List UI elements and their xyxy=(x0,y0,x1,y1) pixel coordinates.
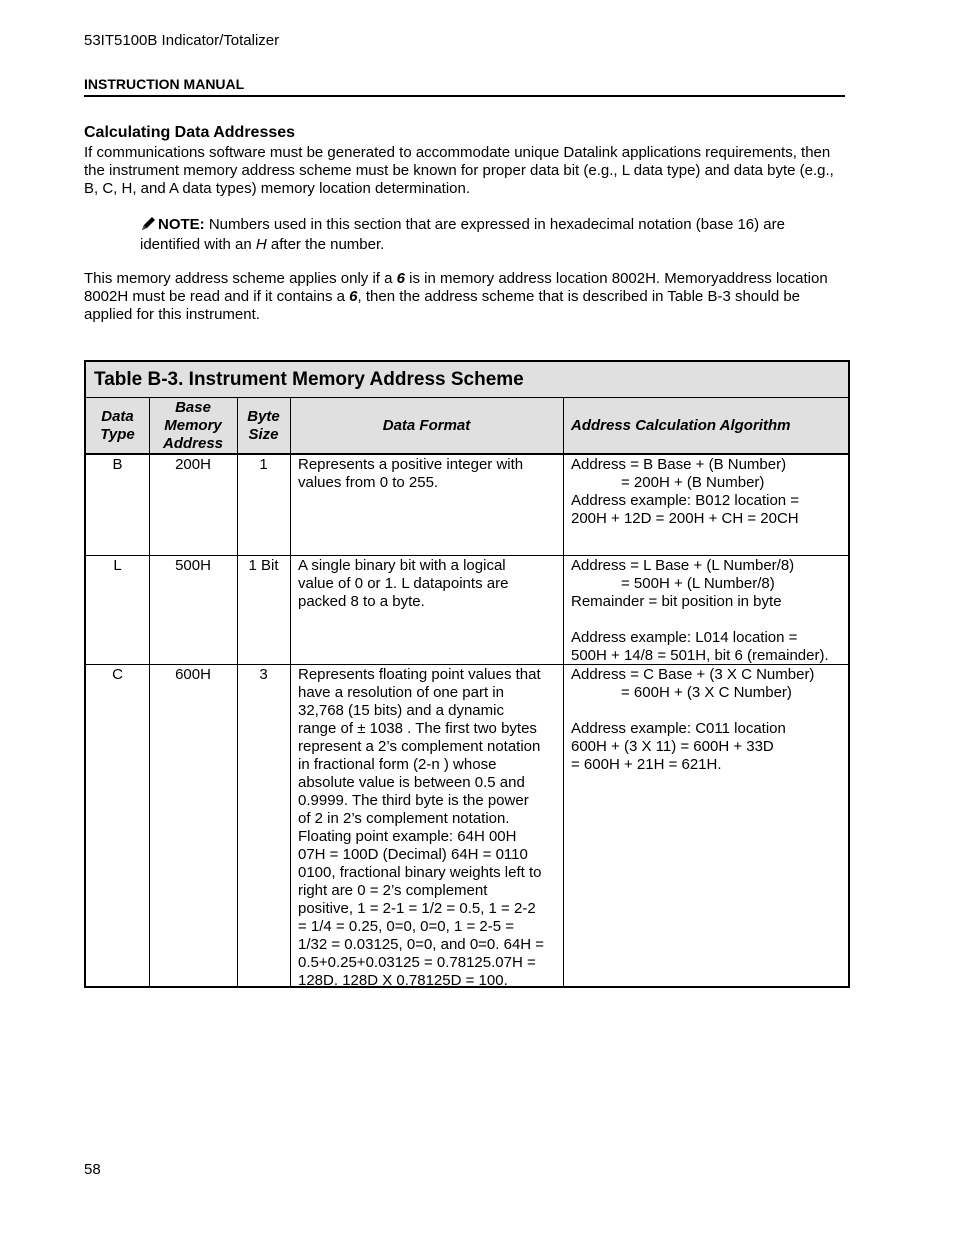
algorithm-line xyxy=(571,702,842,720)
algorithm-line xyxy=(571,611,842,629)
row-l-algorithm xyxy=(563,557,848,665)
header-data-format: Data Format xyxy=(382,416,471,434)
header-data-type: Data Type xyxy=(100,407,135,443)
table-header-row xyxy=(86,398,848,455)
format-line: Represents a positive integer with xyxy=(298,456,524,473)
row-l-size: 1 Bit xyxy=(248,557,279,574)
row-b-size: 1 xyxy=(259,456,268,473)
note-label: NOTE: xyxy=(158,216,205,233)
format-line: packed 8 to a byte. xyxy=(298,593,425,610)
format-line: 32,768 (15 bits) and a dynamic xyxy=(298,702,504,719)
algorithm-line: Address example: L014 location = xyxy=(571,629,798,646)
header-byte-size: Byte Size xyxy=(247,407,280,443)
algorithm-line: Address = C Base + (3 X C Number) xyxy=(571,666,815,683)
format-line: Floating point example: 64H 00H xyxy=(298,828,517,845)
scheme-text-c: is in memory address location 8002H. Memoryaddress location 8002H must be read and if it contains a xyxy=(84,270,828,305)
row-b-format xyxy=(290,456,563,492)
column-divider xyxy=(149,398,150,986)
format-line: 0100, fractional binary weights left to xyxy=(298,864,542,881)
format-line: values from 0 to 255. xyxy=(298,474,439,491)
page-number: 58 xyxy=(84,1161,101,1178)
row-b-type: B xyxy=(112,456,123,473)
manual-label: INSTRUCTION MANUAL xyxy=(84,76,245,92)
row-c-type: C xyxy=(112,666,123,683)
format-line: absolute value is between 0.5 and xyxy=(298,774,525,791)
intro-paragraph: If communications software must be generated to accommodate unique Datalink applications requirements, then the instrument memory address scheme must be known for proper data bit (e.g., L data type) and data byte (e.g., B, C, H, and A data types) memory location determination. xyxy=(84,144,834,197)
format-line: represent a 2’s complement notation xyxy=(298,738,541,755)
format-line: value of 0 or 1. L datapoints are xyxy=(298,575,509,592)
format-line: 0.5+0.25+0.03125 = 0.78125.07H = xyxy=(298,954,536,971)
scheme-paragraph xyxy=(84,270,844,324)
algorithm-line: 500H + 14/8 = 501H, bit 6 (remainder). xyxy=(571,647,829,664)
format-line: in fractional form (2-n ) whose xyxy=(298,756,497,773)
format-line: 1/32 = 0.03125, 0=0, and 0=0. 64H = xyxy=(298,936,545,953)
column-divider xyxy=(237,398,238,986)
row-c-format xyxy=(290,666,563,990)
format-line: 07H = 100D (Decimal) 64H = 0110 xyxy=(298,846,528,863)
note-text-2: after the number. xyxy=(266,236,385,253)
format-line: range of ± 1038 . The first two bytes xyxy=(298,720,537,737)
section-title: Calculating Data Addresses xyxy=(84,124,296,141)
table-title-row xyxy=(86,362,848,398)
format-line: have a resolution of one part in xyxy=(298,684,504,701)
scheme-text-a: This memory address scheme applies only if a xyxy=(84,270,397,287)
algorithm-line: = 600H + 21H = 621H. xyxy=(571,756,722,773)
algorithm-line: Address example: B012 location = xyxy=(571,492,800,509)
document-title: 53IT5100B Indicator/Totalizer xyxy=(84,32,280,49)
format-line: 128D. 128D X 0.78125D = 100. xyxy=(298,972,508,989)
row-b-algorithm xyxy=(563,456,848,528)
note-block xyxy=(140,216,830,254)
format-line: A single binary bit with a logical xyxy=(298,557,506,574)
format-line: 0.9999. The third byte is the power xyxy=(298,792,529,809)
header-base-address: Base Memory Address xyxy=(162,398,224,452)
format-line: positive, 1 = 2-1 = 1/2 = 0.5, 1 = 2-2 xyxy=(298,900,536,917)
row-l-format xyxy=(290,557,563,611)
algorithm-line: Address = L Base + (L Number/8) xyxy=(571,557,795,574)
pencil-icon xyxy=(140,216,156,236)
format-line: Represents floating point values that xyxy=(298,666,541,683)
row-c-base: 600H xyxy=(175,666,211,683)
algorithm-line: 200H + 12D = 200H + CH = 20CH xyxy=(571,510,799,527)
row-c-algorithm xyxy=(563,666,848,774)
algorithm-line: = 200H + (B Number) xyxy=(571,474,765,491)
row-divider xyxy=(86,555,848,556)
scheme-value-6a: 6 xyxy=(396,270,405,287)
format-line: of 2 in 2’s complement notation. xyxy=(298,810,510,827)
scheme-text-e: , then the address scheme that is described in Table B-3 should be applied for this instrument. xyxy=(84,288,801,323)
algorithm-line: Address = B Base + (B Number) xyxy=(571,456,787,473)
row-l-base: 500H xyxy=(175,557,211,574)
row-b-base: 200H xyxy=(175,456,211,473)
format-line: = 1/4 = 0.25, 0=0, 0=0, 1 = 2-5 = xyxy=(298,918,515,935)
row-c-size: 3 xyxy=(259,666,268,683)
scheme-value-6b: 6 xyxy=(349,288,358,305)
format-line: right are 0 = 2’s complement xyxy=(298,882,488,899)
algorithm-line: = 500H + (L Number/8) xyxy=(571,575,775,592)
algorithm-line: Remainder = bit position in byte xyxy=(571,593,782,610)
memory-address-table xyxy=(84,360,850,988)
header-divider xyxy=(84,95,845,97)
note-italic-h: H xyxy=(255,236,267,253)
algorithm-line: 600H + (3 X 11) = 600H + 33D xyxy=(571,738,774,755)
header-algorithm: Address Calculation Algorithm xyxy=(571,416,791,434)
row-l-type: L xyxy=(113,557,122,574)
algorithm-line: = 600H + (3 X C Number) xyxy=(571,684,792,701)
table-title: Table B-3. Instrument Memory Address Scheme xyxy=(94,369,524,390)
note-text-1: Numbers used in this section that are expressed in hexadecimal notation (base 16) are identified with an xyxy=(140,216,785,253)
algorithm-line: Address example: C011 location xyxy=(571,720,786,737)
